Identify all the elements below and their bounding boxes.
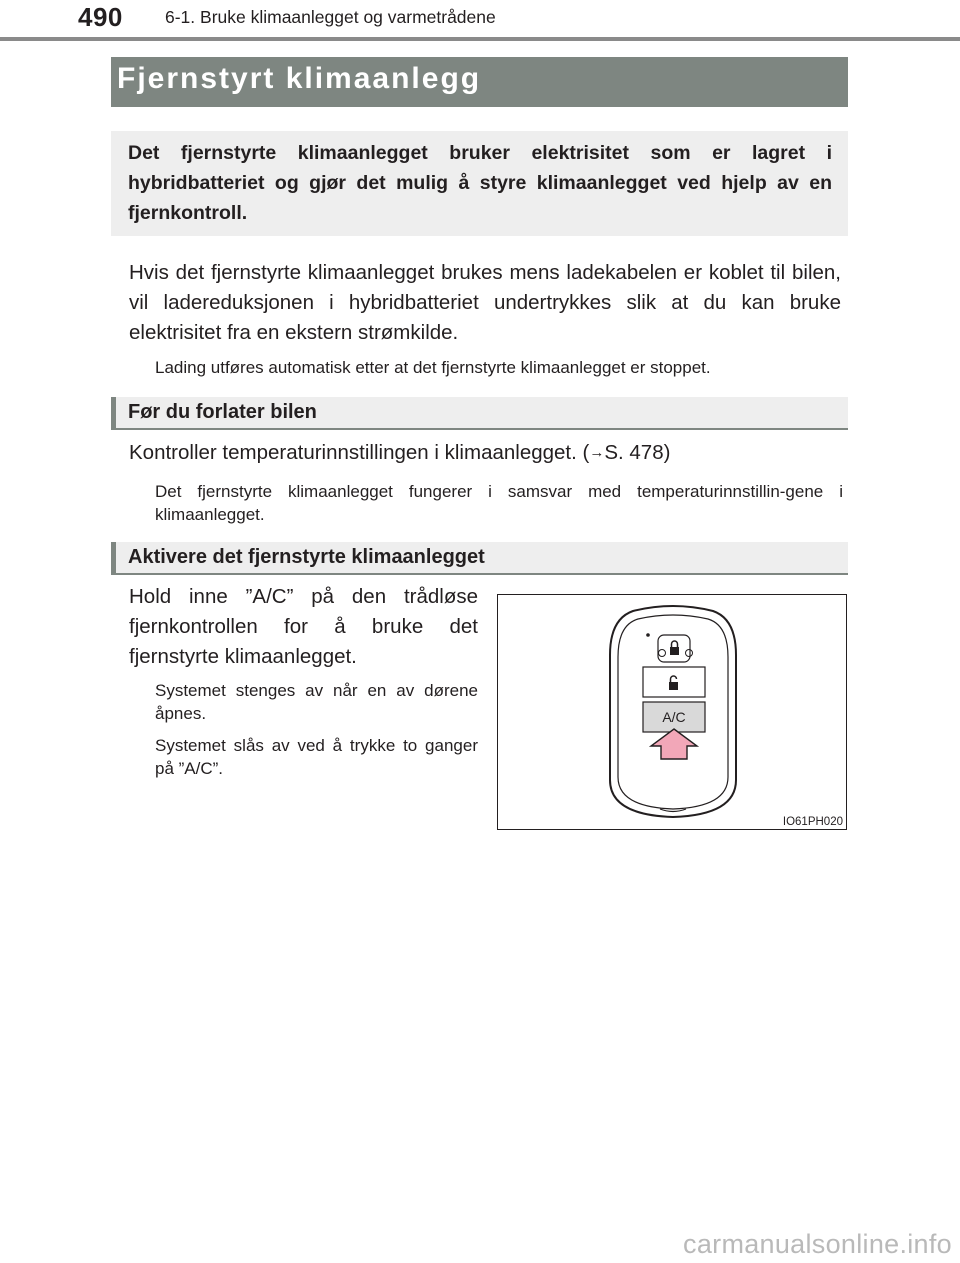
subheading-before-leaving <box>111 397 848 430</box>
unlock-glyph-icon <box>669 682 678 690</box>
intro-text: Det fjernstyrte klimaanlegget bruker elektrisitet som er lagret i hybridbatteriet og gjør det mulig å styre klimaanlegget ved hjelp av en fjernkontroll. <box>128 142 832 224</box>
body-paragraph: Hvis det fjernstyrte klimaanlegget brukes mens ladekabelen er koblet til bilen, vil ladereduksjonen i hybridbatteriet undertrykkes slik at du kan bruke elektrisitet fra en ekstern strømkilde. <box>129 261 841 344</box>
body-note: Lading utføres automatisk etter at det fjernstyrte klimaanlegget er stoppet. <box>155 358 711 377</box>
activate-note-2: Systemet slås av ved å trykke to ganger på ”A/C”. <box>155 736 478 778</box>
figure-code: IO61PH020 <box>782 816 843 828</box>
key-fob-figure <box>497 594 847 830</box>
before-leaving-text <box>129 438 841 468</box>
ac-button-label: A/C <box>662 709 686 725</box>
before-leaving-note: Det fjernstyrte klimaanlegget fungerer i samsvar med temperaturinnstillin-gene i klimaanlegget. <box>155 482 843 524</box>
intro-box <box>111 131 848 236</box>
before-leaving-text-start: Kontroller temperaturinnstillingen i klimaanlegget. ( <box>129 441 590 464</box>
header-rule <box>0 37 960 41</box>
page-number: 490 <box>78 2 123 32</box>
pointing-arrow-icon <box>651 729 697 759</box>
subheading-before-leaving-label: Før du forlater bilen <box>128 401 317 423</box>
key-fob-dot <box>646 633 650 637</box>
page-reference-link[interactable]: S. 478) <box>604 441 671 464</box>
activate-text: Hold inne ”A/C” på den trådløse fjernkontrollen for å bruke det fjernstyrte klimaanlegget. <box>129 585 478 668</box>
subheading-activate-label: Aktivere det fjernstyrte klimaanlegget <box>128 546 485 568</box>
lock-glyph-icon <box>670 647 679 655</box>
reference-arrow-icon: → <box>589 444 605 461</box>
section-header: 6-1. Bruke klimaanlegget og varmetrådene <box>165 7 496 27</box>
page-title: Fjernstyrt klimaanlegg <box>117 62 482 95</box>
watermark: carmanualsonline.info <box>683 1229 952 1259</box>
activate-note-1: Systemet stenges av når en av dørene åpnes. <box>155 681 478 723</box>
title-bar <box>111 57 848 107</box>
key-fob-illustration <box>498 595 846 829</box>
subheading-activate <box>111 542 848 575</box>
